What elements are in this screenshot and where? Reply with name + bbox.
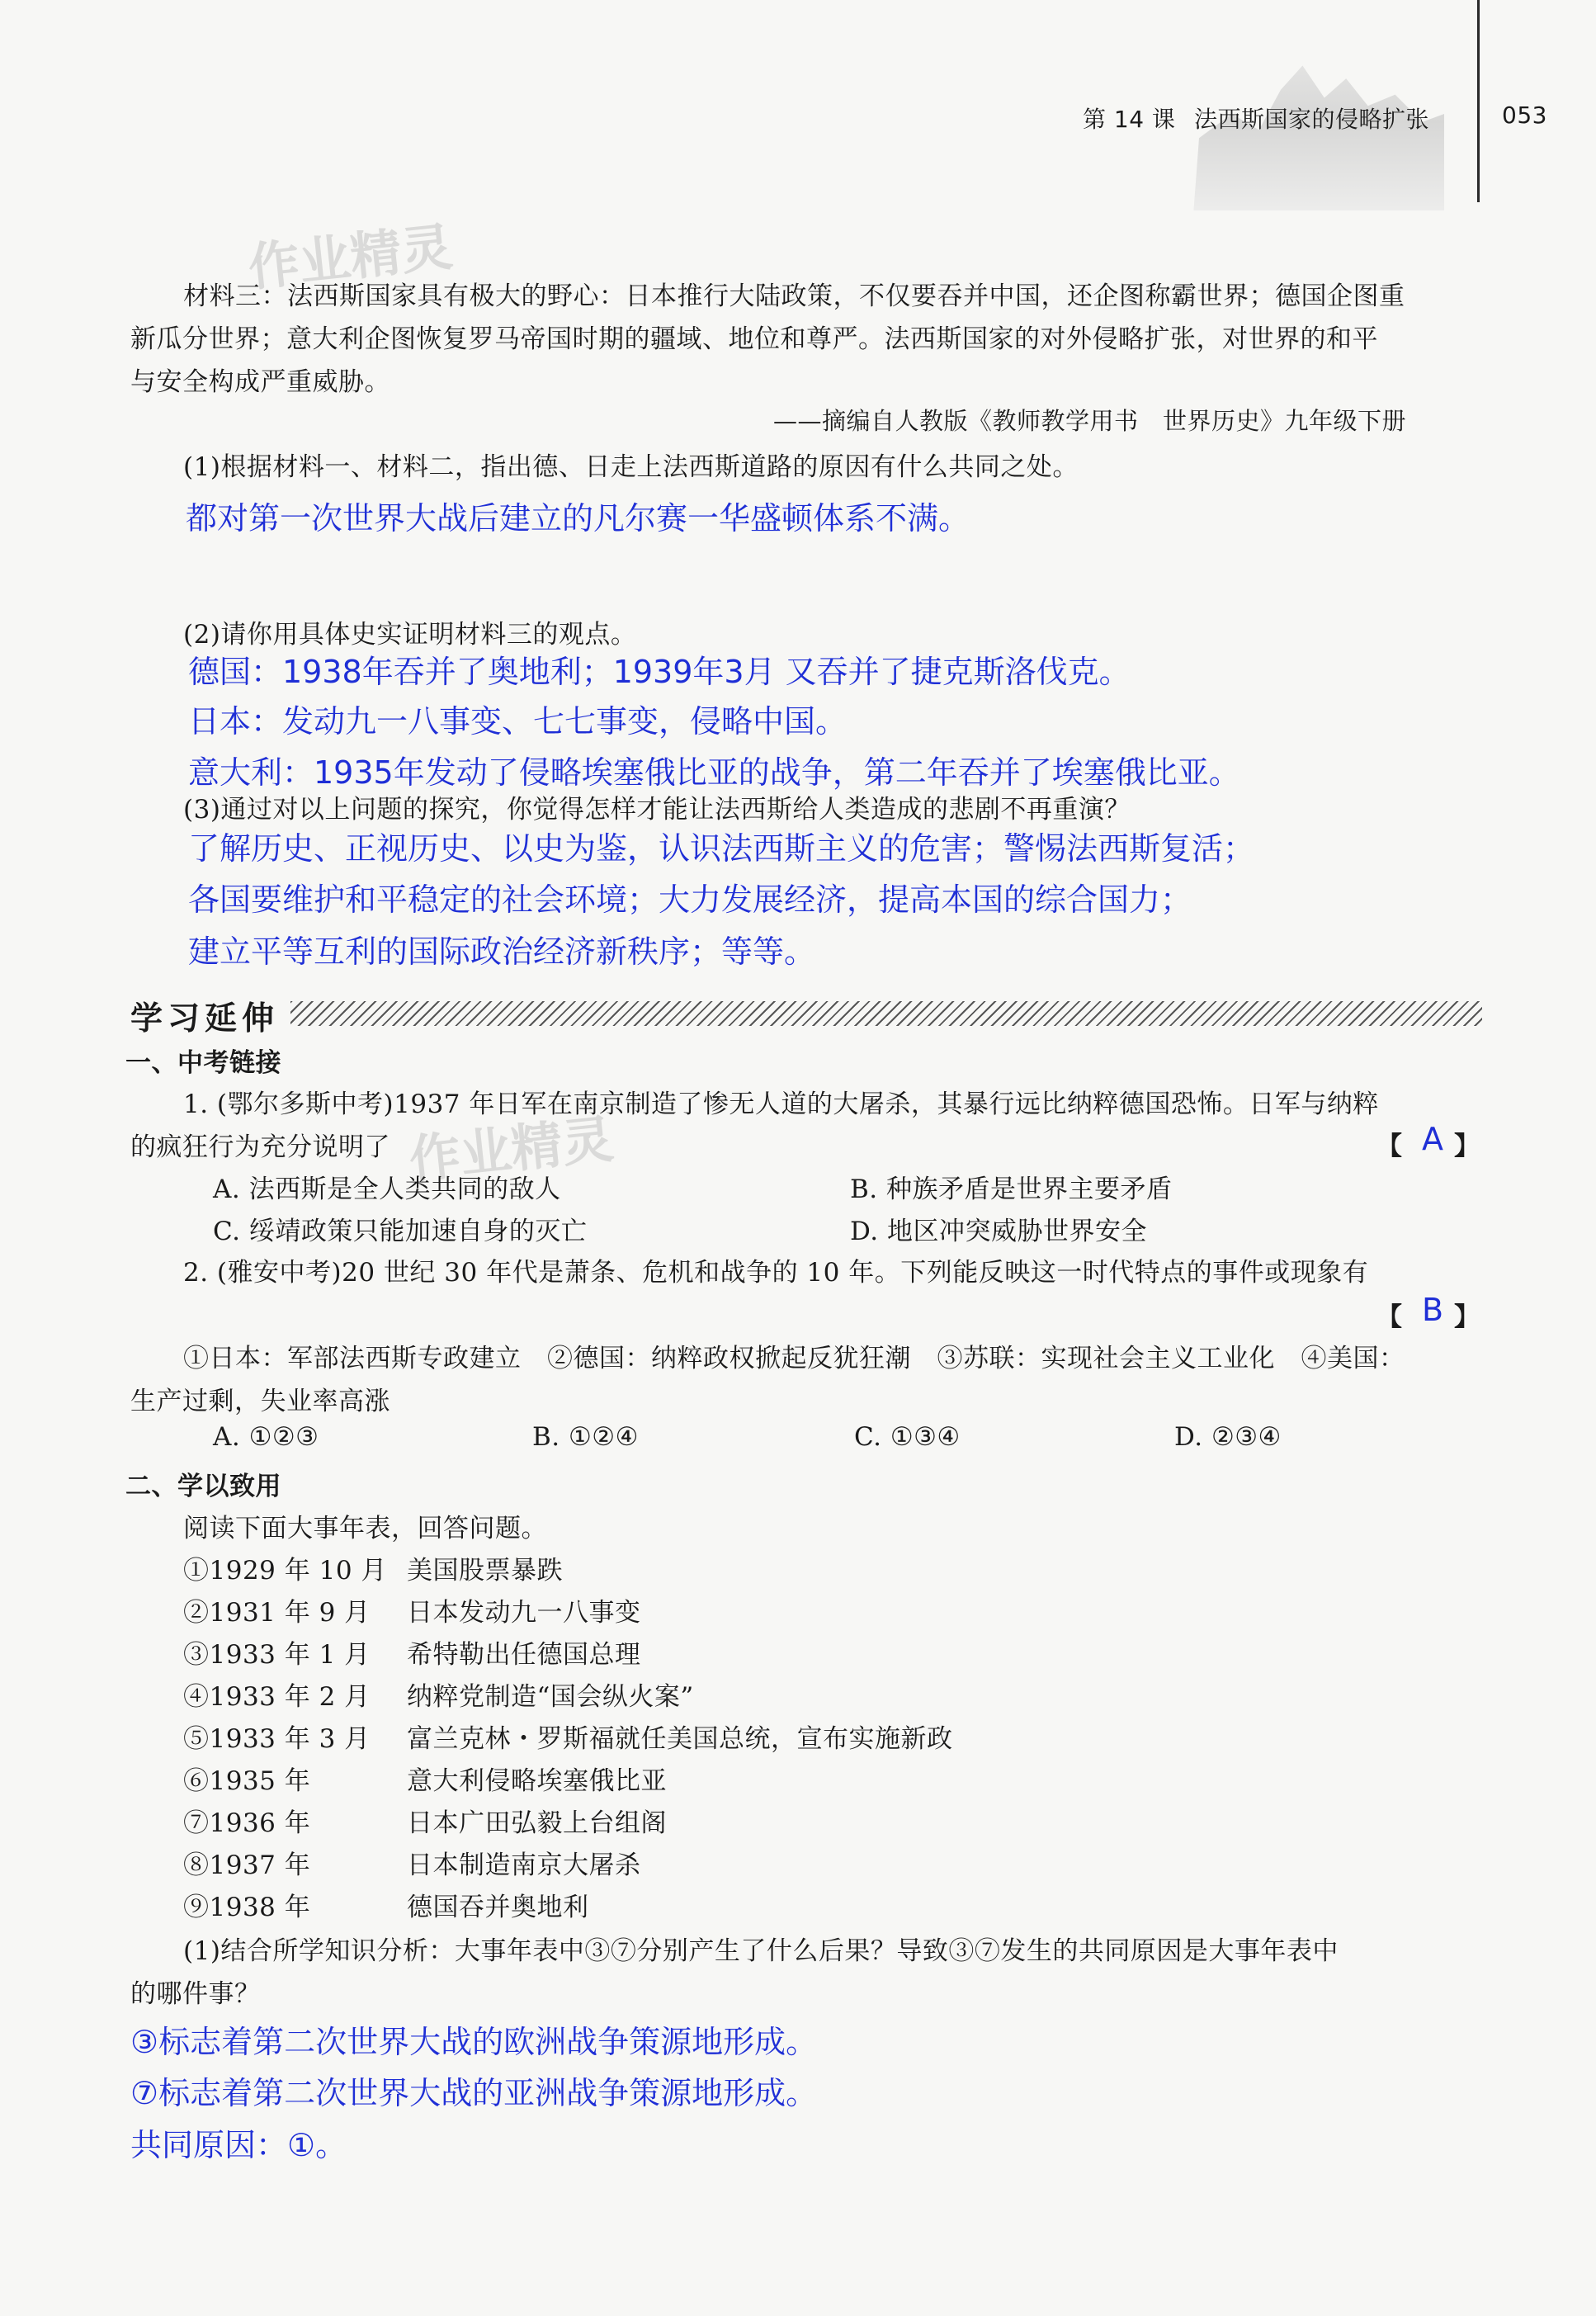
answer-3-line: 了解历史、正视历史、以史为鉴，认识法西斯主义的危害；警惕法西斯复活； [188,830,1255,867]
mc1-option: A. 法西斯是全人类共同的敌人 [213,1175,561,1204]
mc2-option: A. ①②③ [213,1422,319,1452]
answer-bracket-close: 】 [1454,1302,1480,1332]
timeline-event: 日本发动九一八事变 [407,1598,641,1628]
section-title-hatch-decoration [290,1001,1482,1026]
timeline-date: ①1929 年 10 月 [183,1556,387,1586]
watermark: 作业精灵 [406,1108,616,1190]
timeline-intro: 阅读下面大事年表，回答问题。 [183,1514,547,1543]
answer-1: 都对第一次世界大战后建立的凡尔赛一华盛顿体系不满。 [186,500,970,536]
timeline-question-line: 的哪件事？ [130,1979,261,2009]
question-2: (2)请你用具体史实证明材料三的观点。 [183,620,637,650]
mc1-stem-line: 的疯狂行为充分说明了 [130,1132,390,1162]
header-lesson-number: 第 14 课 [1083,106,1176,133]
timeline-event: 美国股票暴跌 [407,1556,563,1586]
timeline-event: 希特勒出任德国总理 [407,1640,641,1670]
answer-bracket-open: 【 [1376,1302,1402,1332]
mc1-option: D. 地区冲突威胁世界安全 [850,1217,1147,1246]
timeline-answer-line: 共同原因：①。 [130,2127,347,2163]
answer-bracket-open: 【 [1376,1132,1402,1161]
timeline-event: 富兰克林・罗斯福就任美国总统，宣布实施新政 [407,1724,953,1754]
answer-3-line: 建立平等互利的国际政治经济新秩序；等等。 [188,933,816,970]
page-number: 053 [1502,102,1547,129]
timeline-date: ③1933 年 1 月 [183,1640,371,1670]
timeline-event: 意大利侵略埃塞俄比亚 [407,1766,667,1796]
mc2-items-line: ①日本：军部法西斯专政建立 ②德国：纳粹政权掀起反犹狂潮 ③苏联：实现社会主义工业化 ④美国： [183,1344,1405,1373]
timeline-event: 纳粹党制造“国会纵火案” [407,1682,694,1712]
timeline-date: ④1933 年 2 月 [183,1682,371,1712]
material3-line: 材料三：法西斯国家具有极大的野心：日本推行大陆政策，不仅要吞并中国，还企图称霸世界；德国企图重 [183,281,1405,311]
question-3: (3)通过对以上问题的探究，你觉得怎样才能让法西斯给人类造成的悲剧不再重演？ [183,795,1131,825]
timeline-answer-line: ③标志着第二次世界大战的欧洲战争策源地形成。 [130,2024,818,2060]
mc1-option: B. 种族矛盾是世界主要矛盾 [850,1175,1173,1204]
mc1-answer: A [1422,1121,1443,1157]
timeline-date: ⑥1935 年 [183,1766,311,1796]
mc2-option: B. ①②④ [532,1422,639,1452]
timeline-event: 日本广田弘毅上台组阁 [407,1808,667,1838]
section-title-extension: 学习延伸 [130,1000,280,1037]
mc2-items-line: 生产过剩，失业率高涨 [130,1387,390,1416]
timeline-answer-line: ⑦标志着第二次世界大战的亚洲战争策源地形成。 [130,2075,818,2111]
timeline-event: 德国吞并奥地利 [407,1893,589,1922]
header-divider-line [1477,0,1480,202]
subsection-title: 二、学以致用 [125,1472,281,1501]
material3-line: 新瓜分世界；意大利企图恢复罗马帝国时期的疆域、地位和尊严。法西斯国家的对外侵略扩张，对世界的和平 [130,324,1378,354]
answer-2-line: 日本：发动九一八事变、七七事变，侵略中国。 [188,703,848,740]
timeline-date: ⑤1933 年 3 月 [183,1724,371,1754]
answer-2-line: 德国：1938年吞并了奥地利；1939年3月 又吞并了捷克斯洛伐克。 [188,654,1131,690]
question-1: (1)根据材料一、材料二，指出德、日走上法西斯道路的原因有什么共同之处。 [183,452,1079,482]
timeline-question-line: (1)结合所学知识分析：大事年表中③⑦分别产生了什么后果？导致③⑦发生的共同原因是大事年表中 [183,1936,1339,1966]
timeline-date: ⑦1936 年 [183,1808,311,1838]
header-lesson-title: 法西斯国家的侵略扩张 [1194,106,1430,133]
material3-line: 与安全构成严重威胁。 [130,367,390,397]
timeline-date: ⑧1937 年 [183,1850,311,1880]
answer-2-line: 意大利：1935年发动了侵略埃塞俄比亚的战争，第二年吞并了埃塞俄比亚。 [188,754,1240,791]
timeline-event: 日本制造南京大屠杀 [407,1850,641,1880]
mc2-stem-line: 2. (雅安中考)20 世纪 30 年代是萧条、危机和战争的 10 年。下列能反映这一时代特点的事件或现象有 [183,1258,1369,1288]
material3-source: ——摘编自人教版《教师教学用书 世界历史》九年级下册 [773,407,1407,435]
subsection-title: 一、中考链接 [125,1048,281,1078]
timeline-date: ⑨1938 年 [183,1893,311,1922]
watermark: 作业精灵 [245,216,456,298]
answer-bracket-close: 】 [1454,1132,1480,1161]
mc1-option: C. 绥靖政策只能加速自身的灭亡 [213,1217,588,1246]
mc2-option: D. ②③④ [1174,1422,1282,1452]
mc2-answer: B [1422,1292,1444,1328]
mc1-stem-line: 1. (鄂尔多斯中考)1937 年日军在南京制造了惨无人道的大屠杀，其暴行远比纳粹德国恐怖。日军与纳粹 [183,1089,1379,1119]
answer-3-line: 各国要维护和平稳定的社会环境；大力发展经济，提高本国的综合国力； [188,881,1192,918]
timeline-date: ②1931 年 9 月 [183,1598,371,1628]
mc2-option: C. ①③④ [854,1422,961,1452]
